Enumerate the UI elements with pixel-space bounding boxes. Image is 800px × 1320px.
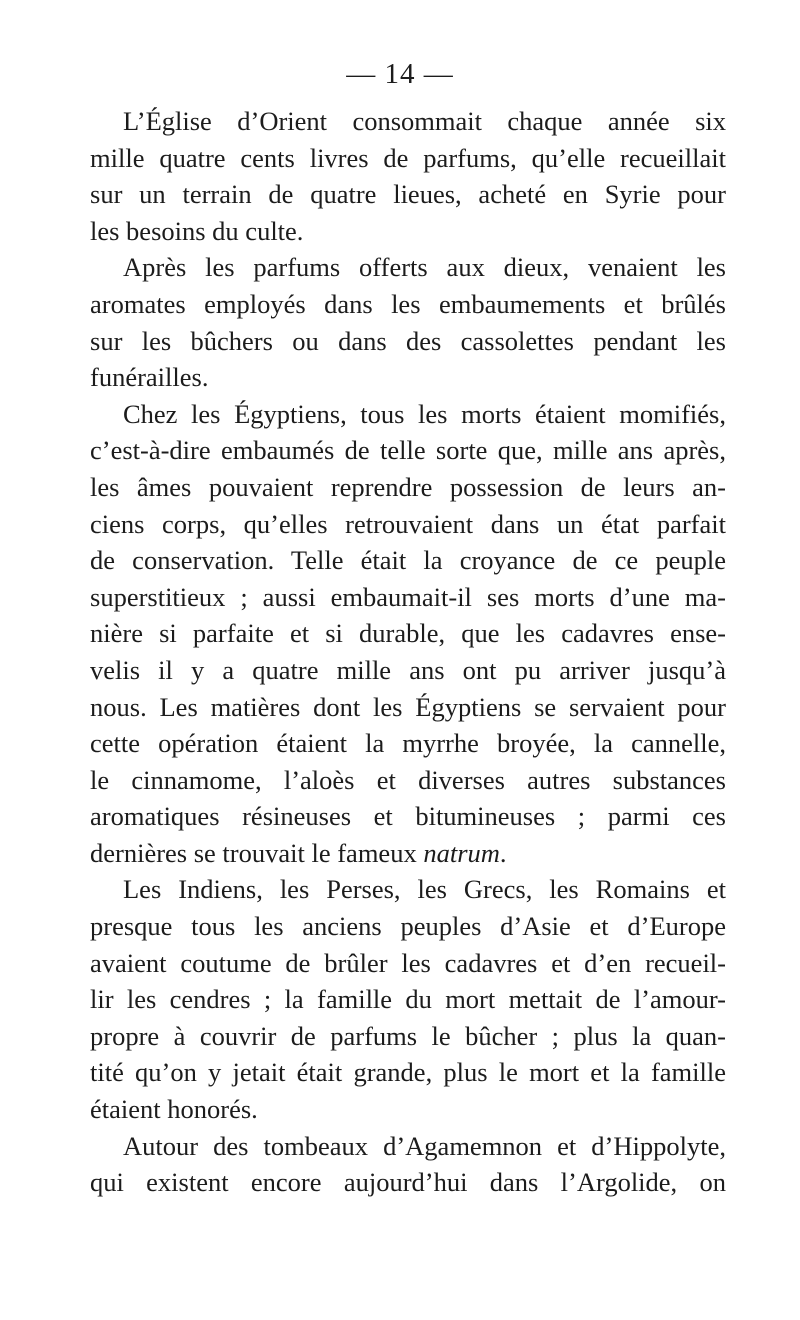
text-line: les besoins du culte. xyxy=(90,215,304,246)
text-line: de conservation. Telle était la croyance de ce peuple xyxy=(90,545,726,576)
text-line: étaient honorés. xyxy=(90,1094,258,1125)
text-line: propre à couvrir de parfums le bûcher ; plus la quan- xyxy=(90,1020,726,1051)
paragraph-1 xyxy=(90,103,726,249)
text-line: Après les parfums offerts aux dieux, venaient les xyxy=(123,252,726,283)
text-line: Chez les Égyptiens, tous les morts étaient momifiés, xyxy=(123,398,726,429)
text-line: Les Indiens, les Perses, les Grecs, les Romains et xyxy=(123,874,726,905)
text-line: sur les bûchers ou dans des cassolettes pendant les xyxy=(90,325,726,356)
punctuation: . xyxy=(499,837,507,868)
paragraph-5 xyxy=(90,1128,726,1201)
text-line: qui existent encore aujourd’hui dans l’Argolide, on xyxy=(90,1167,726,1198)
text-line: aromates employés dans les embaumements et brûlés xyxy=(90,288,726,319)
text-line: ciens corps, qu’elles retrouvaient dans un état parfait xyxy=(90,508,726,539)
italic-term: natrum xyxy=(423,837,500,868)
text-line: presque tous les anciens peuples d’Asie et d’Europe xyxy=(90,911,726,942)
page-number: — 14 — xyxy=(346,58,454,90)
text-line: nière si parfaite et si durable, que les cadavres ense- xyxy=(90,618,726,649)
text-line: velis il y a quatre mille ans ont pu arriver jusqu’à xyxy=(90,654,726,685)
paragraph-3 xyxy=(90,396,726,872)
text-line: aromatiques résineuses et bitumineuses ; parmi ces xyxy=(90,801,726,832)
body-text xyxy=(90,103,726,1201)
text-line: nous. Les matières dont les Égyptiens se servaient pour xyxy=(90,691,726,722)
text-line: les âmes pouvaient reprendre possession de leurs an- xyxy=(90,471,726,502)
text-line: le cinnamome, l’aloès et diverses autres substances xyxy=(90,764,726,795)
text-line: Autour des tombeaux d’Agamemnon et d’Hippolyte, xyxy=(123,1130,726,1161)
text-line: mille quatre cents livres de parfums, qu’elle recueillait xyxy=(90,142,726,173)
paragraph-4 xyxy=(90,871,726,1127)
text-line: tité qu’on y jetait était grande, plus le mort et la famille xyxy=(90,1057,726,1088)
paragraph-2 xyxy=(90,249,726,395)
text-line: funérailles. xyxy=(90,362,209,393)
text-line: avaient coutume de brûler les cadavres et d’en recueil- xyxy=(90,947,726,978)
text-line: cette opération étaient la myrrhe broyée, la cannelle, xyxy=(90,728,726,759)
text-line: lir les cendres ; la famille du mort mettait de l’amour- xyxy=(90,984,726,1015)
text-line: L’Église d’Orient consommait chaque année six xyxy=(123,106,726,136)
text-line-with-italic xyxy=(90,835,726,872)
text-line: c’est-à-dire embaumés de telle sorte que, mille ans après, xyxy=(90,435,726,466)
text-line: superstitieux ; aussi embaumait-il ses morts d’une ma- xyxy=(90,581,726,612)
text-segment: dernières se trouvait le fameux xyxy=(90,837,424,868)
text-line: sur un terrain de quatre lieues, acheté en Syrie pour xyxy=(90,179,726,210)
